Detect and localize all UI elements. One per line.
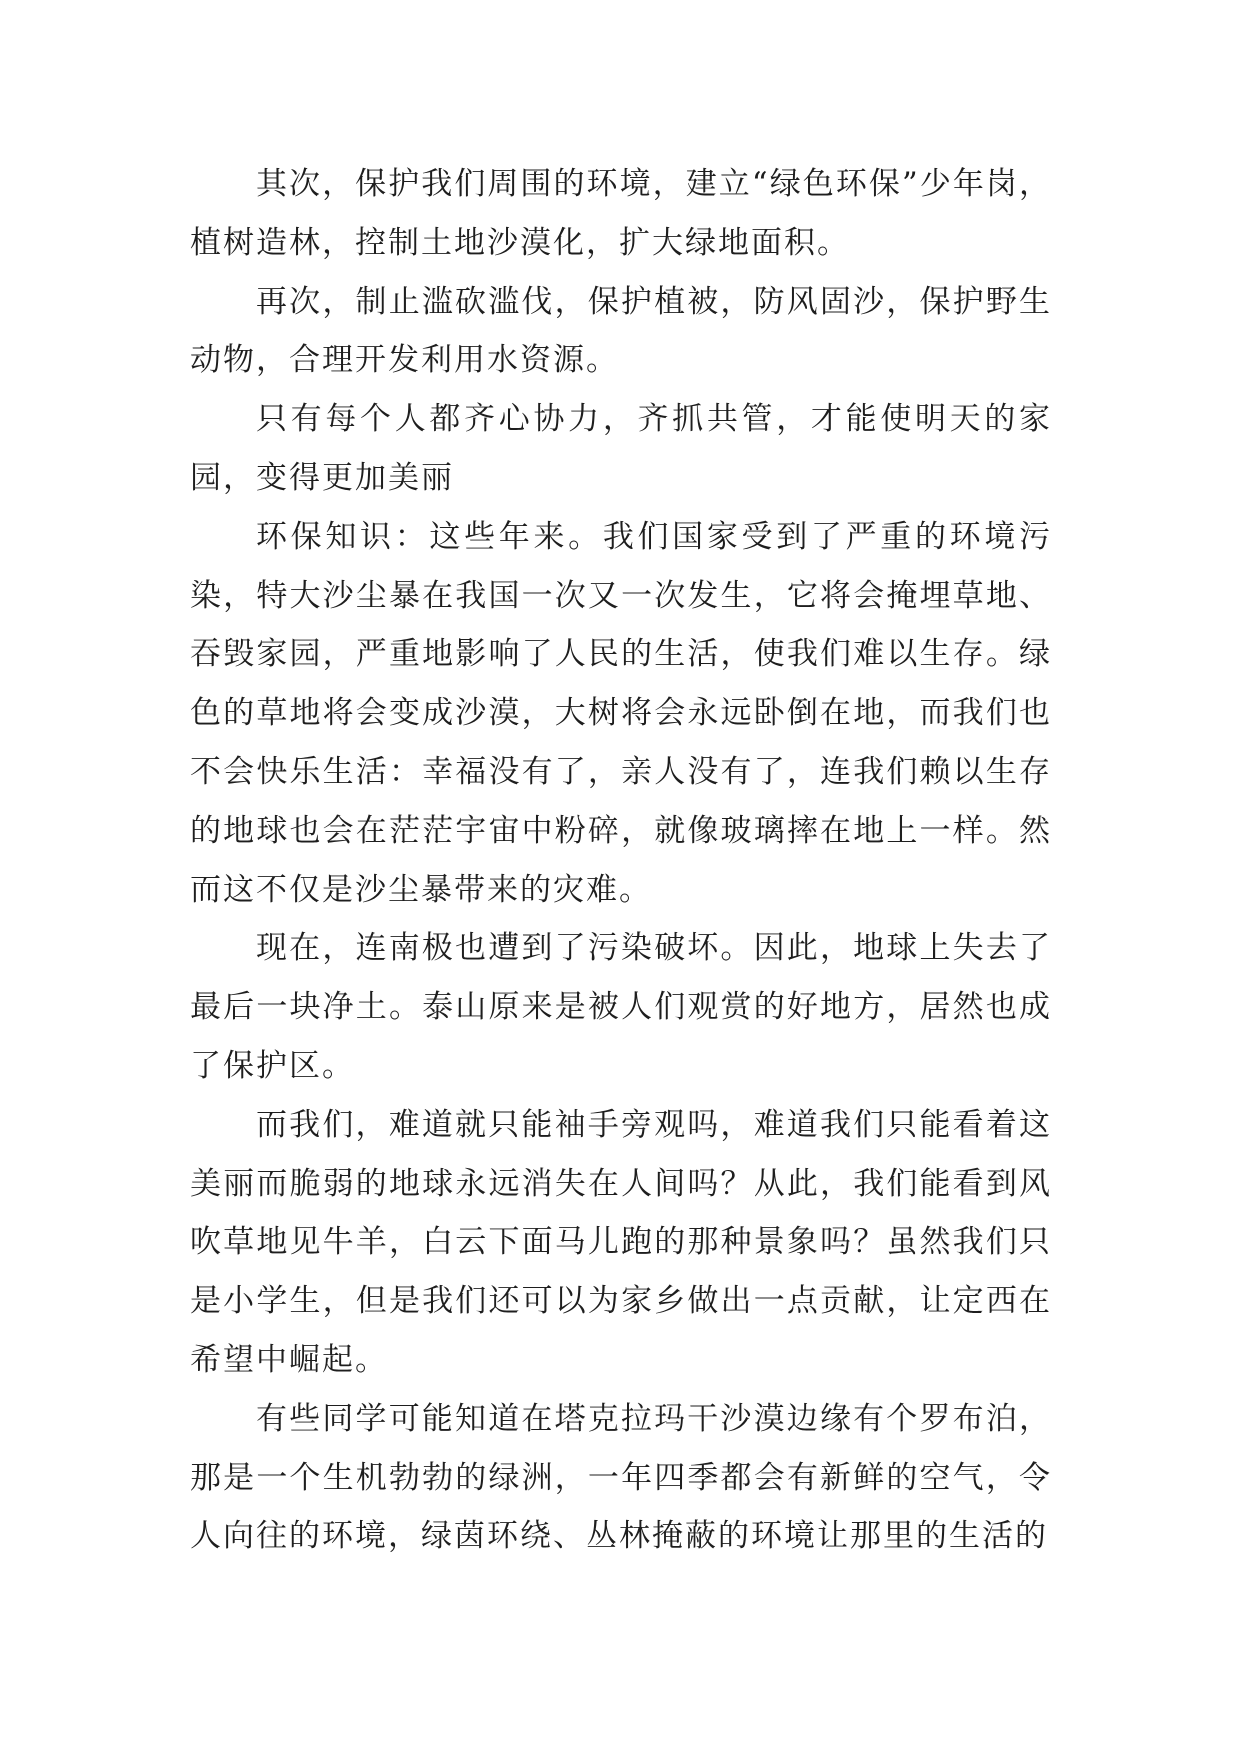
paragraph-3: 只有每个人都齐心协力，齐抓共管，才能使明天的家园，变得更加美丽 (190, 401, 1052, 496)
paragraph-5: 现在，连南极也遭到了污染破坏。因此，地球上失去了最后一块净土。泰山原来是被人们观赏的好地方，居然也成了保护区。 (190, 930, 1052, 1084)
paragraph-2: 再次，制止滥砍滥伐，保护植被，防风固沙，保护野生动物，合理开发利用水资源。 (190, 283, 1052, 379)
paragraph-6: 而我们，难道就只能袖手旁观吗，难道我们只能看着这美丽而脆弱的地球永远消失在人间吗？从此，我们能看到风吹草地见牛羊，白云下面马儿跑的那种景象吗？虽然我们只是小学生，但是我们还可以为家乡做出一点贡献，让定西在希望中崛起。 (190, 1106, 1052, 1378)
paragraph-4: 环保知识：这些年来。我们国家受到了严重的环境污染，特大沙尘暴在我国一次又一次发生，它将会掩埋草地、吞毁家园，严重地影响了人民的生活，使我们难以生存。绿色的草地将会变成沙漠，大树将会永远卧倒在地，而我们也不会快乐生活：幸福没有了，亲人没有了，连我们赖以生存的地球也会在茫茫宇宙中粉碎，就像玻璃摔在地上一样。然而这不仅是沙尘暴带来的灾难。 (190, 518, 1052, 908)
document-page (190, 155, 1052, 1566)
paragraph-7: 有些同学可能知道在塔克拉玛干沙漠边缘有个罗布泊，那是一个生机勃勃的绿洲，一年四季都会有新鲜的空气，令人向往的环境，绿茵环绕、丛林掩蔽的环境让那里的生活的 (190, 1400, 1052, 1555)
paragraph-1: 其次，保护我们周围的环境，建立“绿色环保”少年岗，植树造林，控制土地沙漠化，扩大绿地面积。 (190, 166, 1052, 261)
